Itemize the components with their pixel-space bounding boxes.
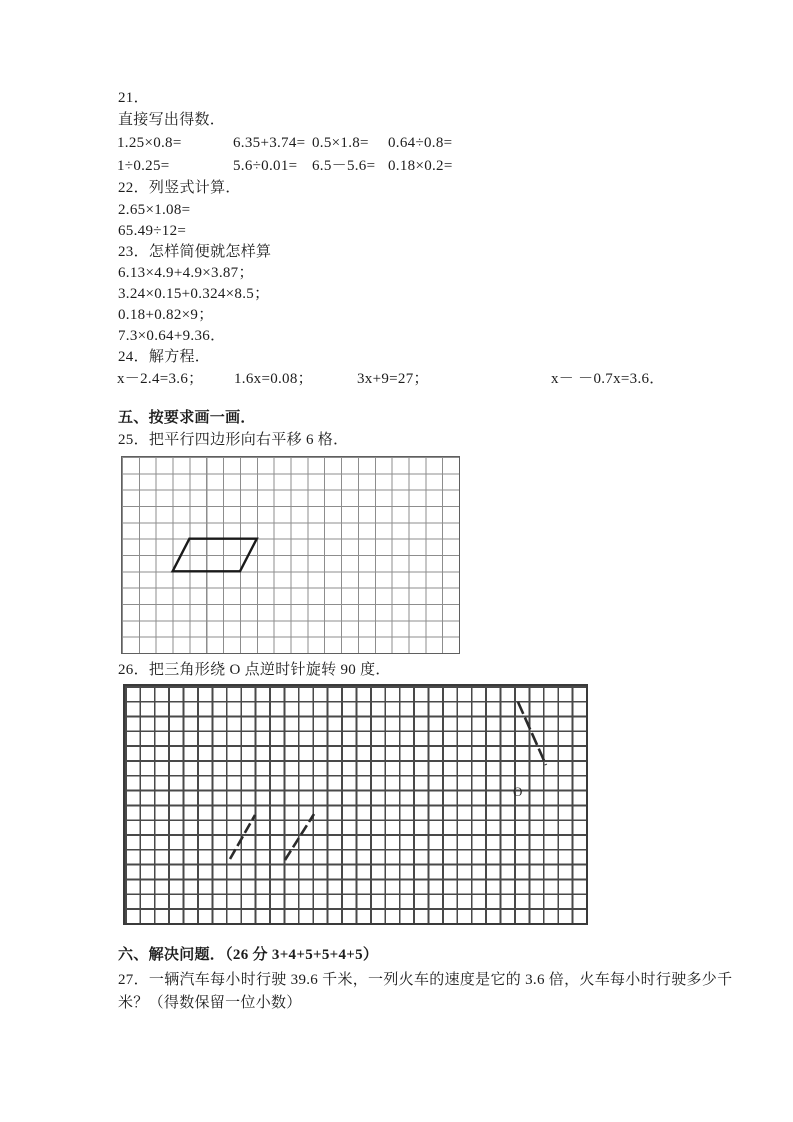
q22-heading: 22．列竖式计算．	[118, 180, 241, 196]
parallelogram-shape	[173, 539, 257, 572]
section6-heading: 六、解决问题．（26 分 3+4+5+5+4+5）	[118, 947, 379, 963]
q23-item: 0.18+0.82×9；	[118, 307, 214, 323]
q21-prompt: 直接写出得数．	[118, 112, 226, 128]
figure-stroke-right	[285, 814, 314, 860]
expression: 6.5－5.6=	[312, 158, 376, 174]
figure-stroke-left	[230, 815, 255, 859]
q27-line2: 米？（得数保留一位小数）	[118, 995, 302, 1011]
expression: 0.18×0.2=	[388, 158, 453, 174]
equation: x－2.4=3.6；	[117, 371, 204, 387]
q27-line1: 27．一辆汽车每小时行驶 39.6 千米，一列火车的速度是它的 3.6 倍，火车每小时行驶多少千	[118, 972, 733, 988]
q21-row2	[0, 155, 793, 177]
q22-item: 65.49÷12=	[118, 223, 187, 239]
q23-heading: 23．怎样简便就怎样算	[118, 244, 272, 260]
q21-number: 21．	[118, 90, 149, 106]
q23-item: 7.3×0.64+9.36．	[118, 328, 226, 344]
section5-heading: 五、按要求画一画．	[118, 410, 256, 426]
rotation-grid	[123, 684, 588, 925]
triangle-hypotenuse-line	[518, 702, 546, 765]
expression: 1.25×0.8=	[117, 135, 182, 151]
q21-row1	[0, 132, 793, 154]
q23-item: 6.13×4.9+4.9×3.87；	[118, 265, 254, 281]
equation: x－ －0.7x=3.6．	[551, 371, 665, 387]
rotation-center-label: O	[513, 784, 523, 799]
expression: 5.6÷0.01=	[233, 158, 298, 174]
equation: 3x+9=27；	[357, 371, 429, 387]
q24-heading: 24．解方程．	[118, 349, 211, 365]
q22-item: 2.65×1.08=	[118, 202, 191, 218]
translation-grid	[121, 456, 460, 654]
expression: 6.35+3.74=	[233, 135, 306, 151]
translation-grid-overlay	[122, 457, 459, 653]
q25-heading: 25．把平行四边形向右平移 6 格．	[118, 432, 349, 448]
q26-heading: 26．把三角形绕 O 点逆时针旋转 90 度．	[118, 662, 391, 678]
equation: 1.6x=0.08；	[234, 371, 313, 387]
rotation-grid-overlay	[125, 686, 586, 923]
q23-item: 3.24×0.15+0.324×8.5；	[118, 286, 270, 302]
q24-equations-row	[0, 368, 793, 390]
expression: 0.5×1.8=	[312, 135, 369, 151]
expression: 1÷0.25=	[117, 158, 170, 174]
expression: 0.64÷0.8=	[388, 135, 453, 151]
